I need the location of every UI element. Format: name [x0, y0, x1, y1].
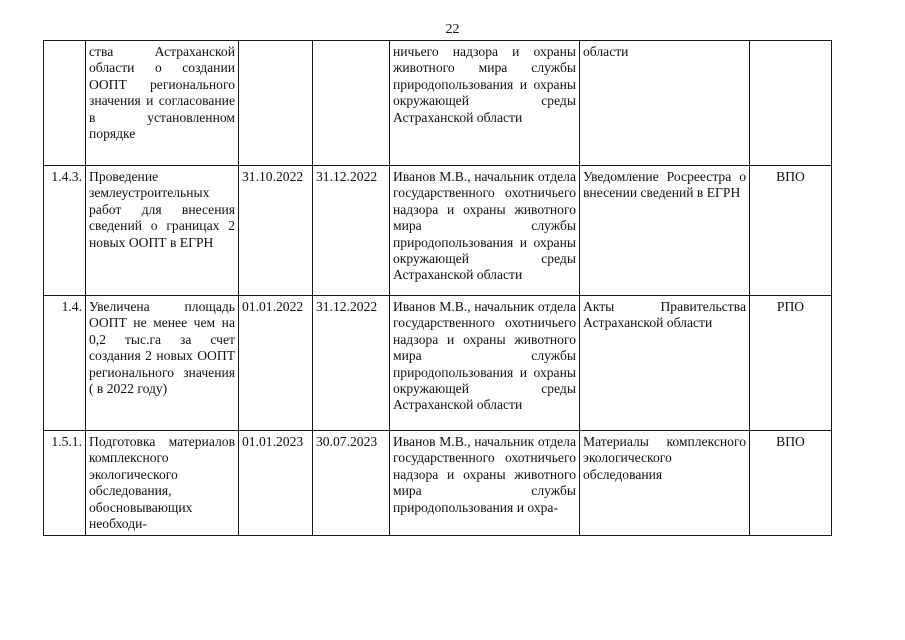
row-code	[750, 41, 832, 166]
row-result: Акты Правительства Астраханской области	[580, 296, 750, 431]
row-end-date: 31.12.2022	[313, 166, 390, 296]
row-number	[44, 41, 86, 166]
row-start-date: 31.10.2022	[239, 166, 313, 296]
row-responsible: Иванов М.В., начальник отдела государственного охотничьего надзора и охраны животного мира службы природопользования и охра-	[390, 431, 580, 536]
row-code: РПО	[750, 296, 832, 431]
row-name: Увеличена площадь ООПТ не менее чем на 0,2 тыс.га за счет создания 2 новых ООПТ регионального значения ( в 2022 году)	[86, 296, 239, 431]
table-row	[44, 296, 832, 431]
row-number: 1.4.	[44, 296, 86, 431]
row-name: Подготовка материалов комплексного экологического обследования, обосновывающих необходи-	[86, 431, 239, 536]
row-name: Проведение землеустроительных работ для внесения сведений о границах 2 новых ООПТ в ЕГРН	[86, 166, 239, 296]
row-name: ства Астраханской области о создании ООПТ регионального значения и согласование в установленном порядке	[86, 41, 239, 166]
row-result: области	[580, 41, 750, 166]
row-code: ВПО	[750, 431, 832, 536]
row-code: ВПО	[750, 166, 832, 296]
plan-table	[43, 40, 832, 536]
row-responsible: Иванов М.В., начальник отдела государственного охотничьего надзора и охраны животного мира службы природопользования и охраны окружающей среды Астраханской области	[390, 166, 580, 296]
row-start-date: 01.01.2022	[239, 296, 313, 431]
row-responsible: Иванов М.В., начальник отдела государственного охотничьего надзора и охраны животного мира службы природопользования и охраны окружающей среды Астраханской области	[390, 296, 580, 431]
row-result: Уведомление Росреестра о внесении сведений в ЕГРН	[580, 166, 750, 296]
row-end-date	[313, 41, 390, 166]
table-row	[44, 431, 832, 536]
row-number: 1.5.1.	[44, 431, 86, 536]
row-end-date: 31.12.2022	[313, 296, 390, 431]
table-row	[44, 166, 832, 296]
row-end-date: 30.07.2023	[313, 431, 390, 536]
row-responsible: ничьего надзора и охраны животного мира службы природопользования и охраны окружающей среды Астраханской области	[390, 41, 580, 166]
row-start-date: 01.01.2023	[239, 431, 313, 536]
table-row	[44, 41, 832, 166]
row-number: 1.4.3.	[44, 166, 86, 296]
page-number: 22	[445, 22, 460, 37]
row-start-date	[239, 41, 313, 166]
row-result: Материалы комплексного экологического обследования	[580, 431, 750, 536]
